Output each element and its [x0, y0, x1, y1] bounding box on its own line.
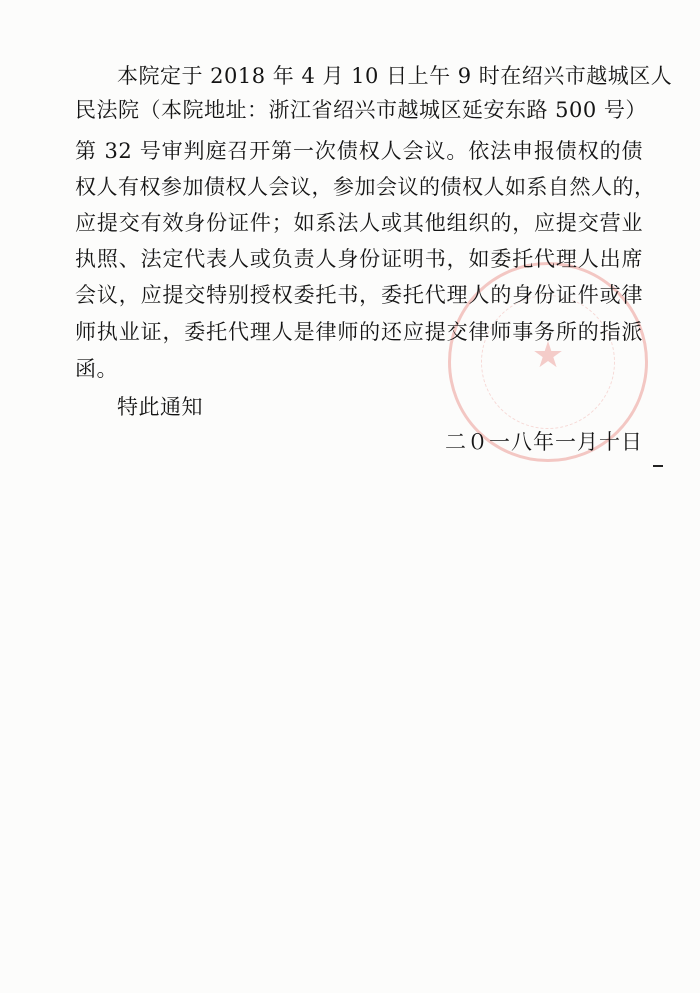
notice-line-7: 会议，应提交特别授权委托书，委托代理人的身份证件或律 [75, 283, 643, 307]
scan-mark [653, 465, 663, 467]
notice-line-8: 师执业证，委托代理人是律师的还应提交律师事务所的指派 [75, 320, 643, 344]
notice-line-3: 第 32 号审判庭召开第一次债权人会议。依法申报债权的债 [75, 139, 643, 163]
notice-line-4: 权人有权参加债权人会议，参加会议的债权人如系自然人的， [75, 175, 656, 199]
seal-inner-ring [481, 295, 615, 429]
notice-line-9: 函。 [75, 357, 118, 381]
notice-line-2: 民法院（本院地址：浙江省绍兴市越城区延安东路 500 号） [75, 98, 647, 122]
notice-date: 二０一八年一月十日 [445, 430, 643, 454]
notice-line-6: 执照、法定代表人或负责人身份证明书，如委托代理人出席 [75, 247, 643, 271]
closing-text: 特此通知 [117, 395, 203, 419]
seal-star-icon: ★ [531, 335, 565, 376]
notice-line-5: 应提交有效身份证件；如系法人或其他组织的，应提交营业 [75, 211, 643, 235]
notice-line-1: 本院定于 2018 年 4 月 10 日上午 9 时在绍兴市越城区人 [117, 64, 673, 88]
